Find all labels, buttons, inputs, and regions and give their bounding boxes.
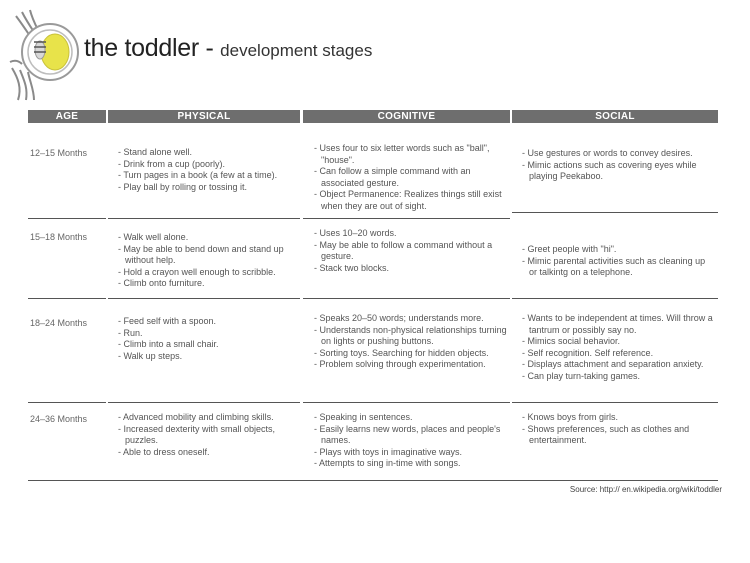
list-item: - Problem solving through experimentation. <box>314 359 486 370</box>
social-cell <box>518 148 714 183</box>
physical-cell <box>114 147 304 193</box>
row-divider <box>512 212 718 213</box>
list-item: - Drink from a cup (poorly). <box>118 158 226 169</box>
list-item: - Uses four to six letter words such as "ball", "house". <box>314 143 490 165</box>
row-divider <box>303 298 510 299</box>
column-header-physical: PHYSICAL <box>108 110 300 123</box>
list-item: - Hold a crayon well enough to scribble. <box>118 266 276 277</box>
column-header-age: AGE <box>28 110 106 123</box>
social-cell <box>518 244 714 279</box>
list-item: - Sorting toys. Searching for hidden objects. <box>314 347 489 358</box>
list-item: - Run. <box>118 327 143 338</box>
row-age-label: 18–24 Months <box>30 318 88 328</box>
column-header-cognitive: COGNITIVE <box>303 110 510 123</box>
list-item: - Turn pages in a book (a few at a time). <box>118 170 278 181</box>
title-main: the toddler <box>84 34 199 62</box>
row-divider <box>28 402 106 403</box>
social-cell <box>518 412 714 447</box>
cognitive-cell <box>310 143 508 213</box>
list-item: - Knows boys from girls. <box>522 412 619 422</box>
list-item: - Mimics social behavior. <box>522 336 621 347</box>
list-item: - Can follow a simple command with an associated gesture. <box>314 166 471 188</box>
list-item: - Displays attachment and separation anxiety. <box>522 359 704 370</box>
list-item: - Can play turn-taking games. <box>522 370 641 381</box>
column-header-social: SOCIAL <box>512 110 718 123</box>
title-dash: - <box>198 34 221 62</box>
list-item: - Stand alone well. <box>118 147 193 157</box>
row-divider <box>108 402 300 403</box>
physical-cell <box>114 232 304 290</box>
list-item: - Walk up steps. <box>118 350 183 361</box>
list-item: - Speaking in sentences. <box>314 412 413 422</box>
list-item: - Walk well alone. <box>118 232 189 242</box>
list-item: - Greet people with "hi". <box>522 244 617 254</box>
list-item: - Wants to be independent at times. Will throw a tantrum or possibly say no. <box>522 313 713 335</box>
list-item: - Climb onto furniture. <box>118 278 205 289</box>
row-divider <box>512 402 718 403</box>
row-divider <box>108 218 300 219</box>
list-item: - Speaks 20–50 words; understands more. <box>314 313 484 323</box>
list-item: - Increased dexterity with small objects, puzzles. <box>118 423 276 446</box>
social-cell <box>518 313 714 383</box>
list-item: - Self recognition. Self reference. <box>522 347 654 358</box>
physical-cell <box>114 412 304 458</box>
row-divider <box>303 402 510 403</box>
list-item: - Stack two blocks. <box>314 262 390 273</box>
cognitive-cell <box>310 313 508 371</box>
title-subtitle: development stages <box>220 41 373 60</box>
row-age-label: 15–18 Months <box>30 232 88 242</box>
physical-cell <box>114 316 304 362</box>
list-item: - May be able to follow a command without a gesture. <box>314 239 493 262</box>
list-item: - Advanced mobility and climbing skills. <box>118 412 274 422</box>
list-item: - Climb into a small chair. <box>118 339 219 350</box>
list-item: - Mimic actions such as covering eyes while playing Peekaboo. <box>522 159 697 182</box>
list-item: - Understands non-physical relationships turning on lights or pushing buttons. <box>314 324 507 347</box>
row-divider <box>303 218 510 219</box>
list-item: - Easily learns new words, places and people's names. <box>314 423 501 446</box>
list-item: - Uses 10–20 words. <box>314 228 397 238</box>
list-item: - Able to dress oneself. <box>118 446 210 457</box>
list-item: - Use gestures or words to convey desires. <box>522 148 693 158</box>
table-bottom-rule <box>28 480 718 481</box>
list-item: - Play ball by rolling or tossing it. <box>118 181 248 192</box>
page-title <box>84 34 372 63</box>
source-citation: Source: http:// en.wikipedia.org/wiki/toddler <box>569 485 722 494</box>
list-item: - Shows preferences, such as clothes and entertainment. <box>522 423 690 446</box>
list-item: - May be able to bend down and stand up without help. <box>118 243 284 266</box>
list-item: - Plays with toys in imaginative ways. <box>314 446 463 457</box>
cognitive-cell <box>310 228 508 274</box>
list-item: - Object Permanence: Realizes things still exist when they are out of sight. <box>314 189 502 211</box>
row-divider <box>28 298 106 299</box>
list-item: - Feed self with a spoon. <box>118 316 217 326</box>
toddler-logo <box>8 8 80 102</box>
row-age-label: 24–36 Months <box>30 414 88 424</box>
row-divider <box>108 298 300 299</box>
cognitive-cell <box>310 412 508 470</box>
row-divider <box>28 218 106 219</box>
row-divider <box>512 298 718 299</box>
row-age-label: 12–15 Months <box>30 148 88 158</box>
list-item: - Attempts to sing in-time with songs. <box>314 458 461 469</box>
list-item: - Mimic parental activities such as cleaning up or talkintg on a telephone. <box>522 255 706 278</box>
